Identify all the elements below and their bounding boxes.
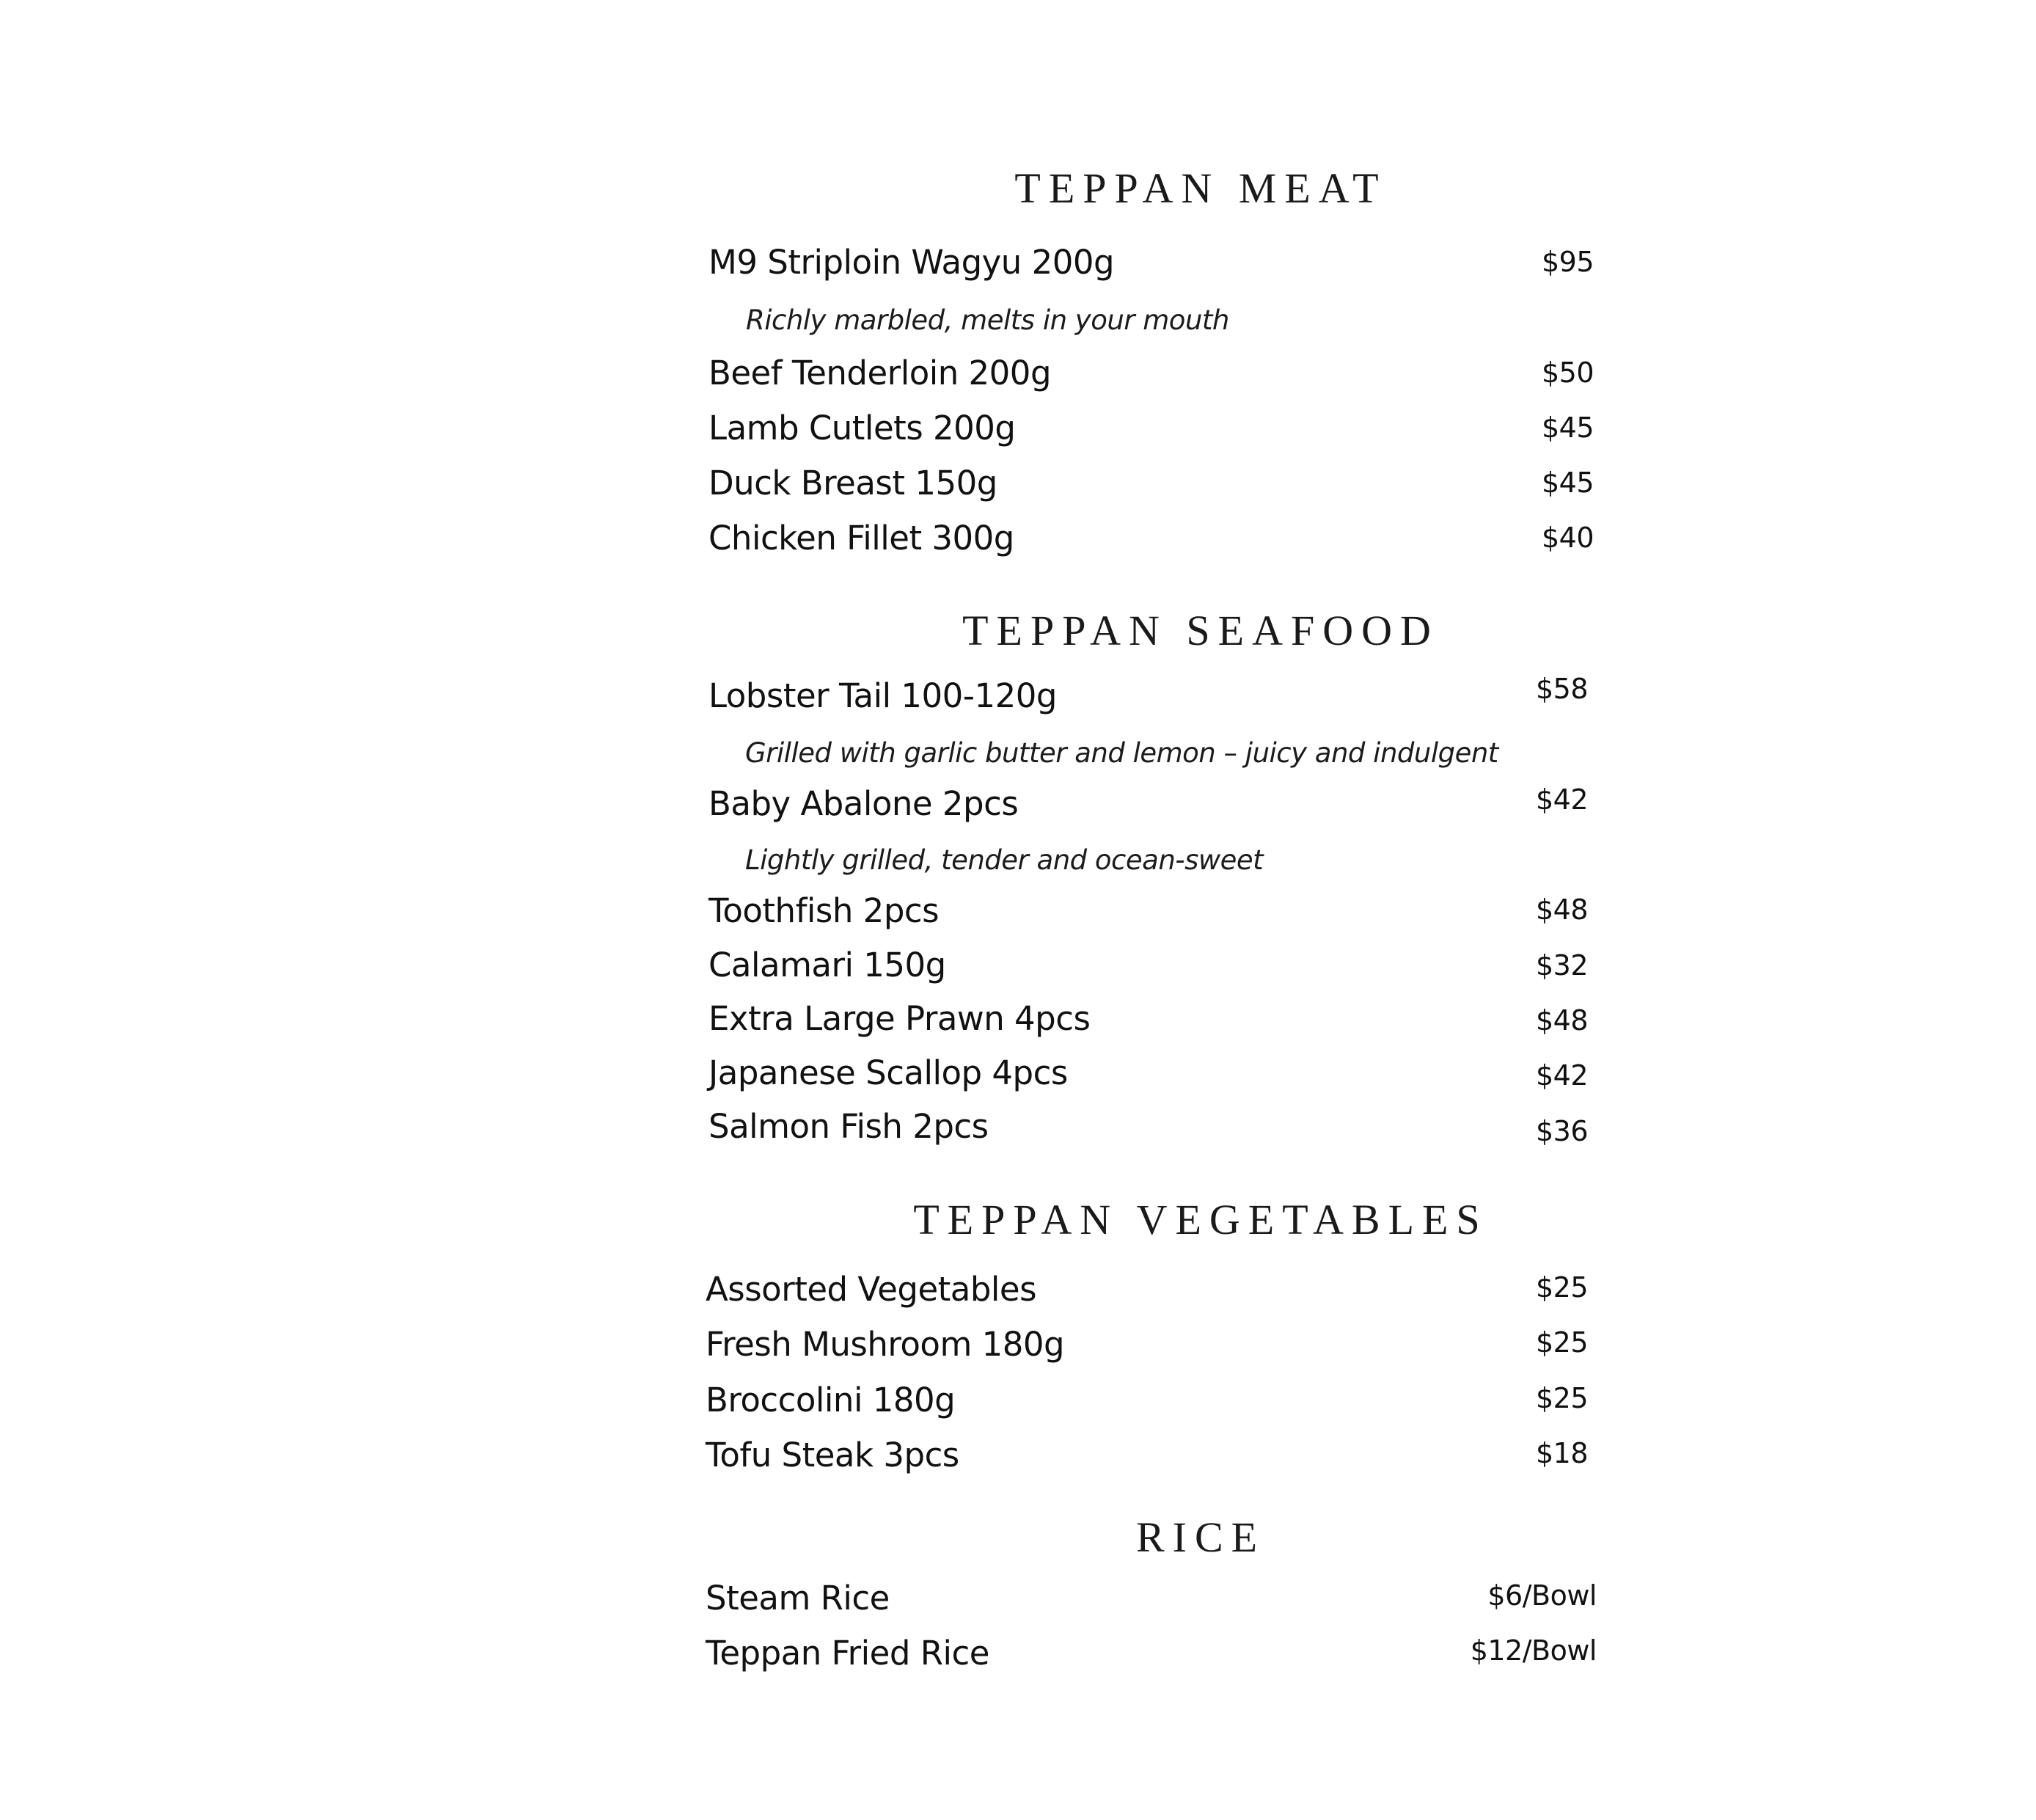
menu-item-price: $42 [1535,1059,1588,1092]
menu-item-price: $25 [1535,1382,1588,1414]
menu-item-price: $58 [1535,673,1588,705]
menu-item-name: Duck Breast 150g [708,464,997,502]
menu-item-name: Calamari 150g [708,946,946,984]
menu-item-description: Grilled with garlic butter and lemon – juicy and indulgent [745,737,1498,769]
menu-item-price: $36 [1535,1115,1588,1147]
menu-item-price: $25 [1535,1326,1588,1359]
menu-item-name: Extra Large Prawn 4pcs [708,999,1091,1038]
menu-item-price: $50 [1541,357,1594,389]
menu-item-price: $6/Bowl [1487,1579,1597,1612]
menu-item-name: Lamb Cutlets 200g [708,409,1016,447]
menu-item-price: $25 [1535,1271,1588,1304]
menu-item-price: $32 [1535,949,1588,982]
menu-item-price: $42 [1535,783,1588,816]
menu-item-name: Fresh Mushroom 180g [706,1325,1065,1364]
menu-item-price: $45 [1541,412,1594,444]
menu-item-name: Lobster Tail 100-120g [708,676,1057,715]
section-title-rice: RICE [1135,1513,1266,1561]
menu-item-name: Assorted Vegetables [706,1270,1037,1309]
menu-item-name: M9 Striploin Wagyu 200g [708,243,1115,282]
menu-item-price: $40 [1541,522,1594,554]
menu-item-name: Chicken Fillet 300g [708,519,1014,558]
menu-item-name: Toothfish 2pcs [708,891,940,930]
section-title-teppan-seafood: TEPPAN SEAFOOD [962,607,1439,654]
menu-item-name: Steam Rice [706,1579,890,1618]
menu-item-price: $45 [1541,467,1594,499]
menu-item-price: $48 [1535,1004,1588,1037]
section-title-teppan-meat: TEPPAN MEAT [1014,164,1387,212]
section-title-teppan-vegetables: TEPPAN VEGETABLES [913,1196,1488,1243]
menu-item-name: Broccolini 180g [706,1381,956,1419]
menu-item-price: $95 [1541,246,1594,278]
menu-item-price: $48 [1535,893,1588,926]
menu-item-description: Richly marbled, melts in your mouth [746,304,1229,336]
menu-item-price: $18 [1535,1437,1588,1469]
menu-item-name: Tofu Steak 3pcs [706,1436,959,1474]
menu-item-name: Teppan Fried Rice [706,1634,989,1673]
menu-item-description: Lightly grilled, tender and ocean-sweet [745,844,1264,876]
menu-item-name: Beef Tenderloin 200g [708,354,1052,392]
menu-item-name: Japanese Scallop 4pcs [708,1053,1068,1092]
menu-item-price: $12/Bowl [1470,1634,1597,1667]
menu-item-name: Baby Abalone 2pcs [708,784,1019,823]
menu-item-name: Salmon Fish 2pcs [708,1107,989,1146]
